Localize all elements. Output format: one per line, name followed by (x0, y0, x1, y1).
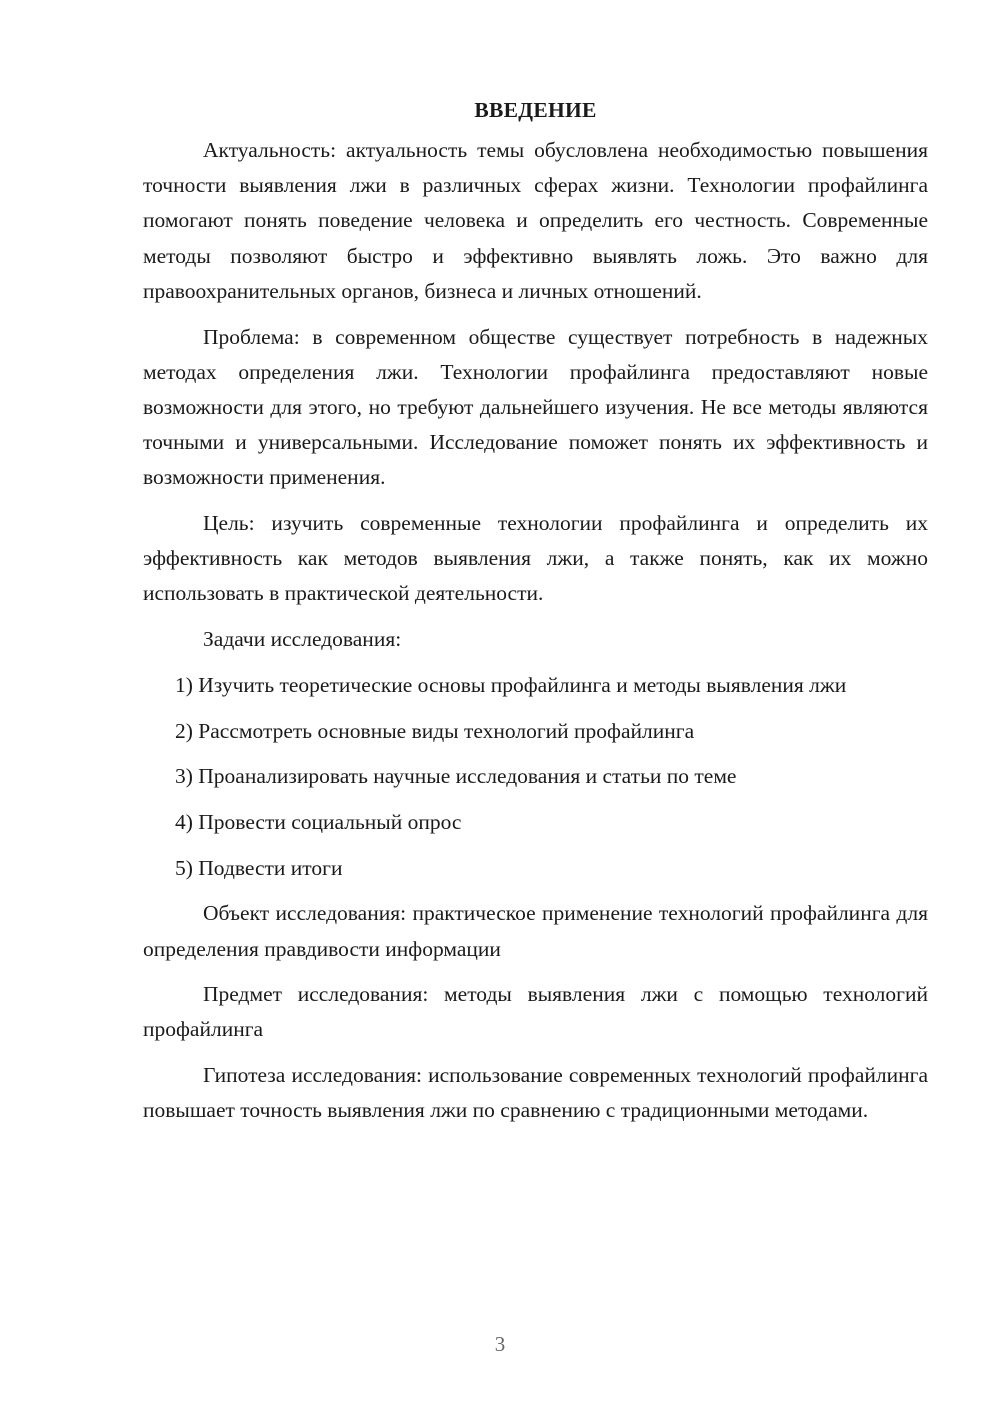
task-item: 1) Изучить теоретические основы профайлинга и методы выявления лжи (175, 672, 847, 697)
subject-paragraph: Предмет исследования: методы выявления лжи с помощью технологий профайлинга (143, 982, 928, 1042)
task-item: 4) Провести социальный опрос (175, 809, 462, 834)
tasks-heading: Задачи исследования: (203, 627, 402, 652)
document-page (143, 90, 928, 1139)
relevance-paragraph: Актуальность: актуальность темы обусловлена необходимостью повышения точности выявления лжи в различных сферах жизни. Технологии профайлинга помогают понять поведение человека и определить его честность. Современные методы позволяют быстро и эффективно выявлять ложь. Это важно для правоохранительных органов, бизнеса и личных отношений. (143, 138, 928, 303)
goal-paragraph: Цель: изучить современные технологии профайлинга и определить их эффективность как методов выявления лжи, а также понять, как их можно использовать в практической деятельности. (143, 511, 928, 606)
page-number: 3 (494, 1332, 506, 1356)
problem-paragraph: Проблема: в современном обществе существует потребность в надежных методах определения лжи. Технологии профайлинга предоставляют новые возможности для этого, но требуют дальнейшего изучения. Не все методы являются точными и универсальными. Исследование поможет понять их эффективность и возможности применения. (143, 324, 928, 490)
task-item: 3) Проанализировать научные исследования и статьи по теме (175, 764, 737, 789)
page-title: ВВЕДЕНИЕ (474, 98, 597, 122)
object-paragraph: Объект исследования: практическое применение технологий профайлинга для определения правдивости информации (143, 901, 928, 961)
task-item: 5) Подвести итоги (175, 855, 343, 880)
hypothesis-paragraph: Гипотеза исследования: использование современных технологий профайлинга повышает точность выявления лжи по сравнению с традиционными методами. (143, 1063, 928, 1123)
task-item: 2) Рассмотреть основные виды технологий профайлинга (175, 718, 695, 743)
